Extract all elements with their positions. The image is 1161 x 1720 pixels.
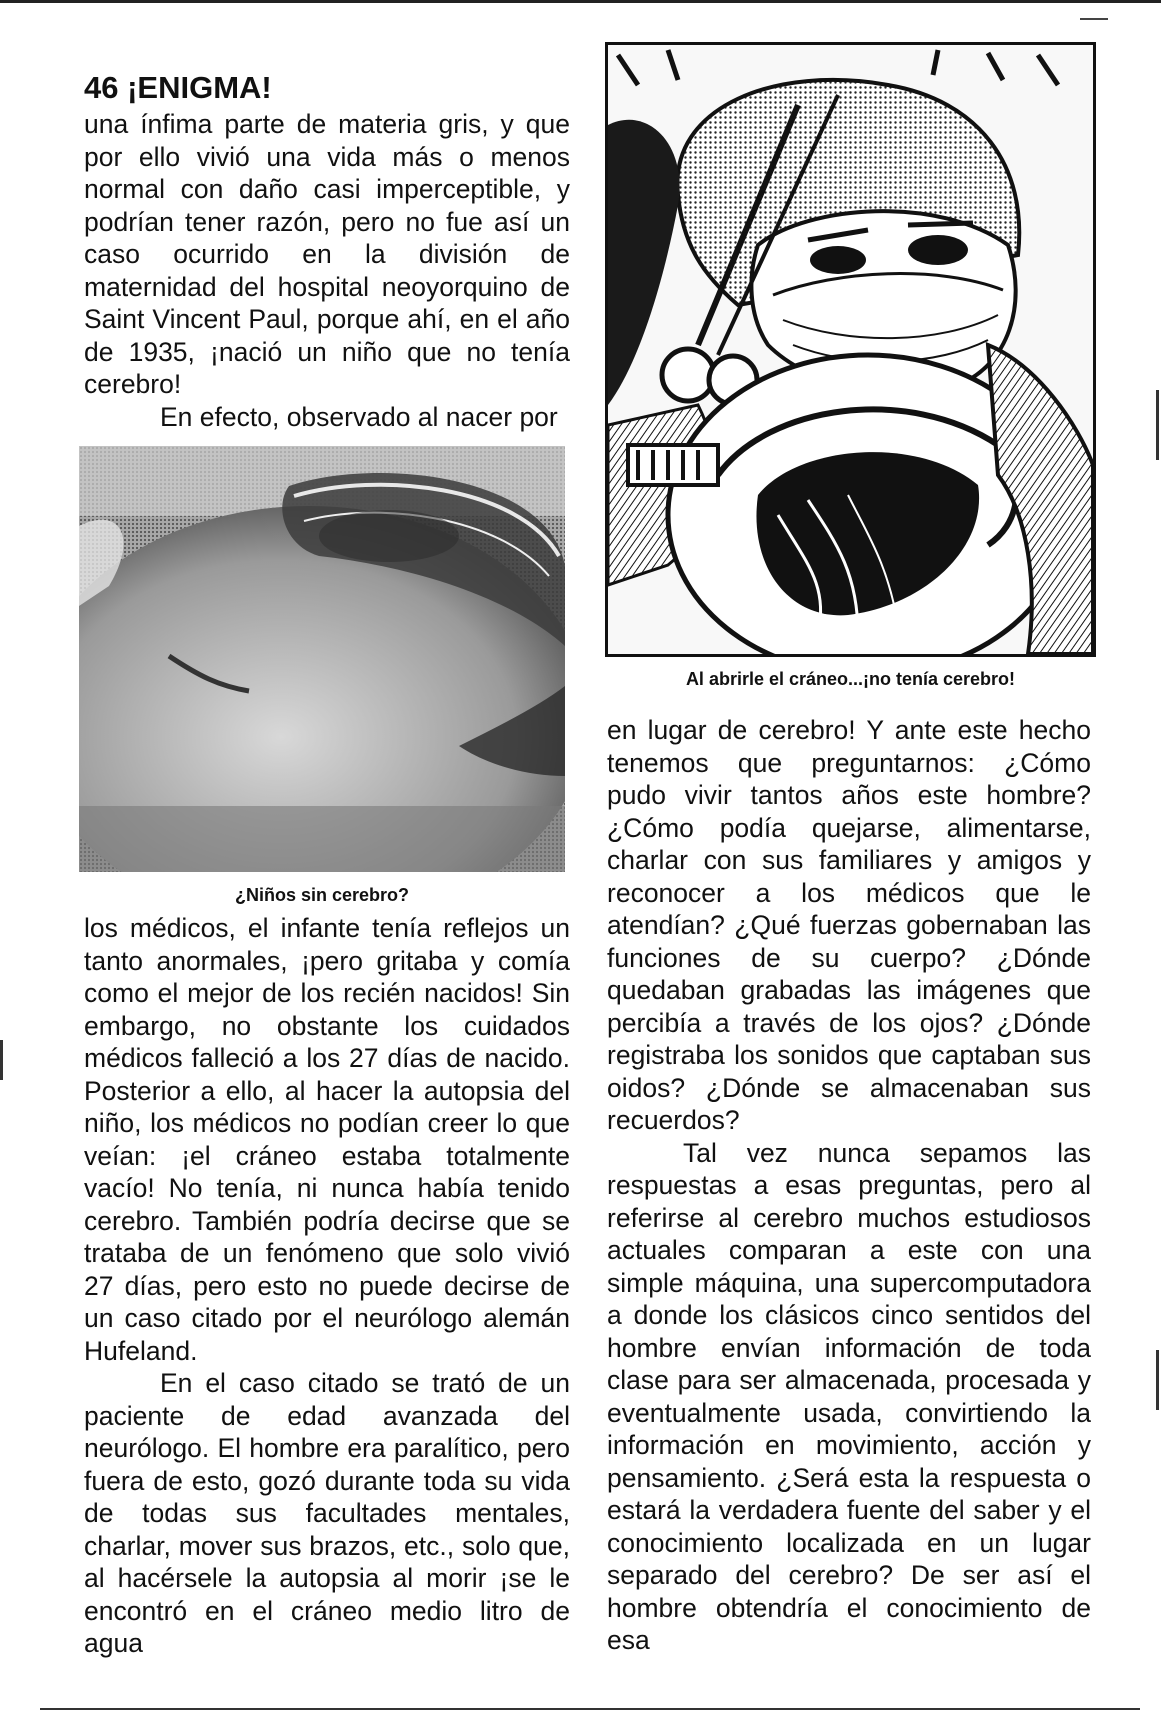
right-column-text — [607, 714, 1091, 1657]
left-column-top — [84, 108, 570, 433]
infant-head-image — [79, 446, 565, 872]
left-continuation-paragraph: los médicos, el infante tenía reflejos un tanto anormales, ¡pero gritaba y comía como el mejor de los recién nacidos! Sin embargo, no obstante los cuidados médicos falleció a los 27 días de nacido. Posterior a ello, al hacer la autopsia del niño, los médicos no podían creer lo que veían: ¡el cráneo estaba totalmente vacío! No tenía, ni nunca había tenido cerebro. También podría decirse que se trataba de un fenómeno que solo vivió 27 días, pero esto no puede decirse de un caso citado por el neurólogo alemán Hufeland. — [84, 913, 570, 1366]
bottom-border — [40, 1708, 1140, 1710]
edge-mark-right-1 — [1156, 390, 1159, 460]
illustration-caption: Al abrirle el cráneo...¡no tenía cerebro! — [685, 669, 1016, 689]
infant-photo-caption: ¿Niños sin cerebro? — [234, 885, 410, 905]
top-border — [0, 0, 1161, 3]
left-top-paragraph: una ínfima parte de materia gris, y que por ello vivió una vida más o menos normal con daño casi imperceptible, y podrían tener razón, pero no fue así un caso ocurrido en la división de maternidad del hospital neoyorquino de Saint Vincent Paul, porque ahí, en el año de 1935, ¡nació un niño que no tenía cerebro! — [84, 109, 570, 399]
left-second-paragraph-start: En efecto, observado al nacer por — [160, 401, 558, 432]
left-column-bottom — [84, 912, 570, 1660]
infant-head-photo — [79, 446, 565, 872]
surgery-drawing — [608, 45, 1093, 654]
edge-mark-left — [0, 1040, 3, 1080]
right-continuation-paragraph: en lugar de cerebro! Y ante este hecho tenemos que preguntarnos: ¿Cómo pudo vivir tantos años este hombre? ¿Cómo podía quejarse, alimentarse, charlar con sus familiares y amigos y reconocer a los médicos que le atendían? ¿Qué fuerzas gobernaban las funciones de su cuerpo? ¿Dónde quedaban grabadas las imágenes que percibía a través de los ojos? ¿Dónde registraba los sonidos que captaban sus oidos? ¿Dónde se almacenaban sus recuerdos? — [607, 715, 1091, 1135]
right-final-paragraph: Tal vez nunca sepamos las respuestas a esas preguntas, pero al referirse al cerebro muchos estudiosos actuales comparan a este con una simple máquina, una supercomputadora a donde los clásicos cinco sentidos del hombre envían información de toda clase para ser almacenada, procesada y eventualmente usada, convirtiendo la información en movimiento, acción y pensamiento. ¿Será esta la respuesta o estará la verdadera fuente del saber y el conocimiento localizada en un lugar separado del cerebro? De ser así el hombre obtendría el conocimiento de esa — [607, 1137, 1091, 1655]
corner-mark — [1080, 18, 1108, 20]
edge-mark-right-2 — [1156, 1350, 1159, 1410]
surgery-illustration — [605, 42, 1096, 657]
left-third-paragraph: En el caso citado se trató de un paciente de edad avanzada del neurólogo. El hombre era paralítico, pero fuera de esto, gozó durante toda su vida de todas sus facultades mentales, charlar, mover sus brazos, etc., solo que, al hacérsele la autopsia al morir ¡se le encontró en el cráneo medio litro de agua — [84, 1368, 570, 1658]
page-heading: 46 ¡ENIGMA! — [84, 70, 272, 105]
